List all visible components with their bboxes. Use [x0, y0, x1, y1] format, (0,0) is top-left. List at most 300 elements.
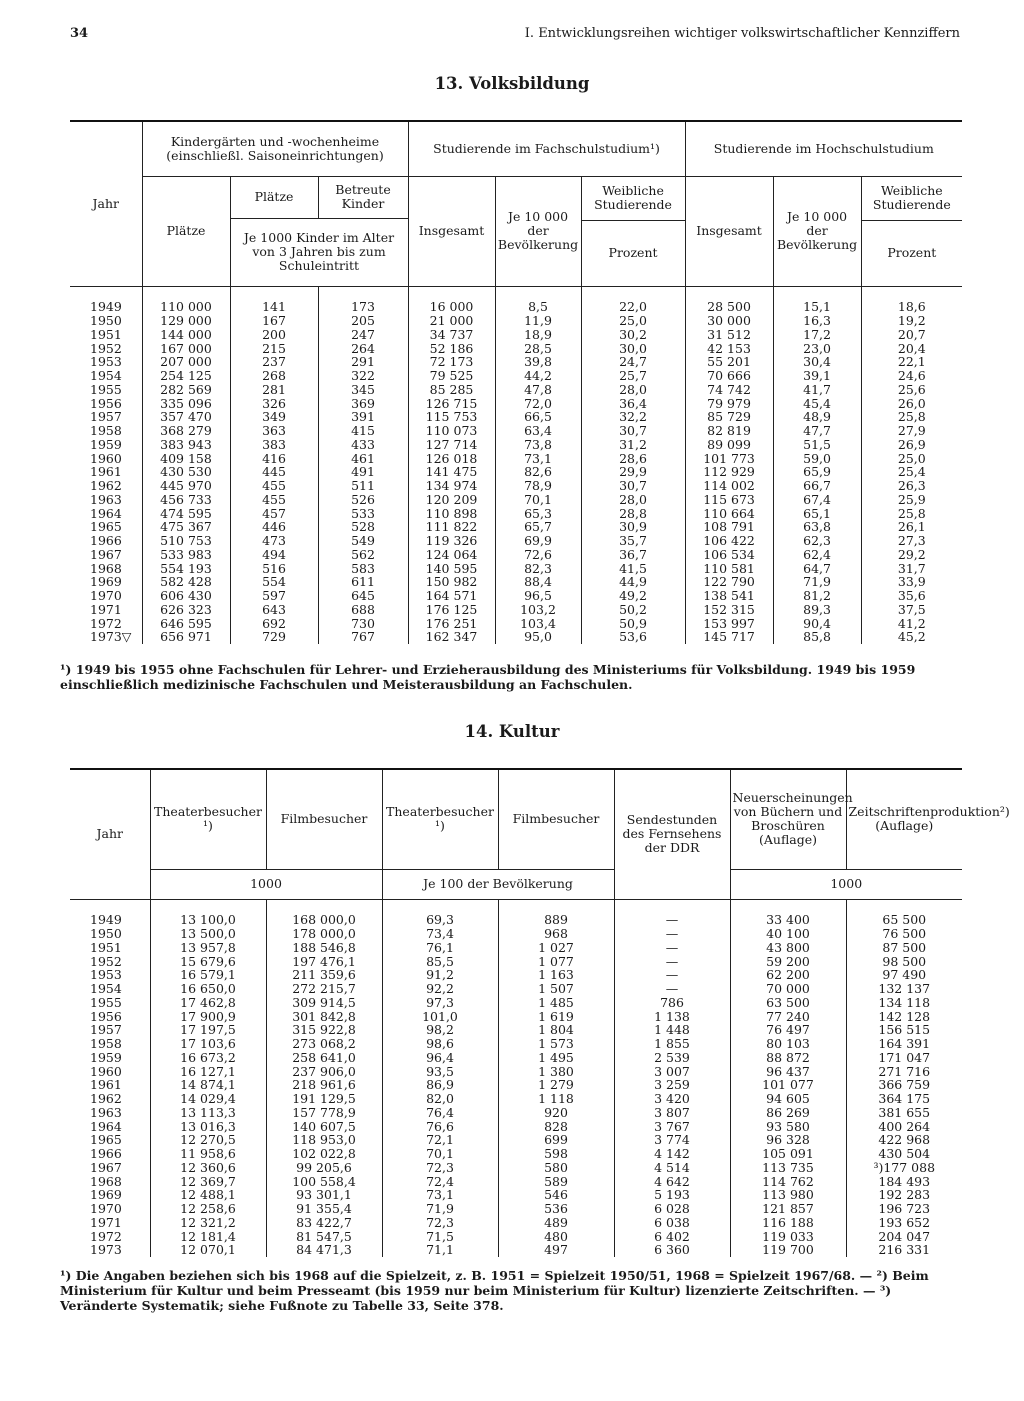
data-cell: 27,3	[861, 534, 962, 548]
table-row	[70, 1106, 962, 1120]
data-cell: 168 000,0	[266, 913, 382, 927]
year-cell: 1972	[90, 1228, 122, 1244]
data-cell: 49,2	[581, 589, 685, 603]
data-cell: 71,1	[382, 1243, 498, 1257]
data-cell: 645	[318, 589, 408, 603]
data-cell: 26,3	[861, 479, 962, 493]
data-cell: 115 673	[685, 493, 773, 507]
data-cell: 25,9	[861, 493, 962, 507]
table-row	[70, 314, 962, 328]
data-cell: 79 979	[685, 397, 773, 411]
data-cell: 97,3	[382, 996, 498, 1010]
year-cell: 1959	[90, 1049, 122, 1065]
data-cell: 30,9	[581, 520, 685, 534]
year-cell: 1956	[90, 1008, 122, 1024]
col-header-zeitschriften: Zeitschriftenproduktion²) (Auflage)	[846, 769, 962, 869]
data-cell: 1 485	[498, 996, 614, 1010]
data-cell: 554 193	[142, 562, 230, 576]
data-cell: 12 360,6	[150, 1161, 266, 1175]
table-row	[70, 300, 962, 314]
data-cell: 422 968	[846, 1133, 962, 1147]
year-cell: 1953	[90, 967, 122, 983]
data-cell: 17 103,6	[150, 1037, 266, 1051]
data-cell: 93,5	[382, 1065, 498, 1079]
data-cell: 211 359,6	[266, 968, 382, 982]
data-cell: 247	[318, 328, 408, 342]
table-row	[70, 1023, 962, 1037]
data-cell: 28,6	[581, 452, 685, 466]
table-13-body	[70, 286, 962, 644]
data-cell: 81,2	[773, 589, 861, 603]
data-cell: 110 664	[685, 507, 773, 521]
data-cell: 24,7	[581, 355, 685, 369]
data-cell: 69,3	[382, 913, 498, 927]
data-cell: 4 514	[614, 1161, 730, 1175]
data-cell: 59,0	[773, 452, 861, 466]
data-cell: 920	[498, 1106, 614, 1120]
year-cell: 1957	[90, 409, 122, 425]
table-row	[70, 520, 962, 534]
data-cell: 455	[230, 479, 318, 493]
col-header-betreute-kinder: Betreute Kinder	[318, 176, 408, 218]
data-cell: 65,9	[773, 465, 861, 479]
data-cell: 30,7	[581, 424, 685, 438]
data-cell: 72 173	[408, 355, 495, 369]
data-cell: 20,4	[861, 342, 962, 356]
data-cell: 2 539	[614, 1051, 730, 1065]
data-cell: 345	[318, 383, 408, 397]
data-cell: 192 283	[846, 1188, 962, 1202]
data-cell: 41,5	[581, 562, 685, 576]
data-cell: 91,2	[382, 968, 498, 982]
data-cell: 6 038	[614, 1216, 730, 1230]
data-cell: 14 029,4	[150, 1092, 266, 1106]
data-cell: 88 872	[730, 1051, 846, 1065]
col-header-fach-prozent: Prozent	[581, 220, 685, 286]
data-cell: 132 137	[846, 982, 962, 996]
year-cell: 1959	[90, 436, 122, 452]
data-cell: 81 547,5	[266, 1230, 382, 1244]
data-cell: 536	[498, 1202, 614, 1216]
data-cell: 76 497	[730, 1023, 846, 1037]
year-cell: 1964	[90, 505, 122, 521]
data-cell: 45,2	[861, 630, 962, 644]
data-cell: 40 100	[730, 927, 846, 941]
data-cell: 101,0	[382, 1010, 498, 1024]
data-cell: 15 679,6	[150, 955, 266, 969]
year-cell: 1950	[90, 313, 122, 328]
data-cell: 33,9	[861, 575, 962, 589]
year-cell: 1957	[90, 1022, 122, 1038]
data-cell: 729	[230, 630, 318, 644]
data-cell: 606 430	[142, 589, 230, 603]
data-cell: 28,0	[581, 493, 685, 507]
col-header-fachschulstudium: Studierende im Fachschulstudium¹)	[408, 121, 685, 176]
data-cell: 100 558,4	[266, 1175, 382, 1189]
data-cell: 65,3	[495, 507, 581, 521]
data-cell: 473	[230, 534, 318, 548]
data-cell: 264	[318, 342, 408, 356]
data-cell: 41,2	[861, 617, 962, 631]
year-cell: 1966	[90, 1146, 122, 1161]
data-cell: —	[614, 927, 730, 941]
data-cell: 150 982	[408, 575, 495, 589]
data-cell: 528	[318, 520, 408, 534]
data-cell: 70,1	[495, 493, 581, 507]
data-cell: 72,1	[382, 1133, 498, 1147]
data-cell: 25,0	[861, 452, 962, 466]
data-cell: 91 355,4	[266, 1202, 382, 1216]
data-cell: 66,7	[773, 479, 861, 493]
data-cell: 119 033	[730, 1230, 846, 1244]
data-cell: 70 666	[685, 369, 773, 383]
data-cell: 73,1	[495, 452, 581, 466]
data-cell: 134 974	[408, 479, 495, 493]
data-cell: 430 530	[142, 465, 230, 479]
data-cell: 35,6	[861, 589, 962, 603]
data-cell: 94 605	[730, 1092, 846, 1106]
year-cell: 1973▽	[90, 629, 132, 645]
table-kultur	[70, 768, 1010, 1258]
data-cell: 85,5	[382, 955, 498, 969]
table-row	[70, 982, 962, 996]
data-cell: 475 367	[142, 520, 230, 534]
data-cell: 79 525	[408, 369, 495, 383]
table-row	[70, 630, 962, 644]
data-cell: 526	[318, 493, 408, 507]
table-14-footnote: ¹) Die Angaben beziehen sich bis 1968 auf die Spielzeit, z. B. 1951 = Spielzeit 1950/51, 1968 = Spielzeit 1967/68. — ²) Beim Ministerium für Kultur und beim Presseamt (bis 1959 nur beim Ministerium für Kultur) lizenzierte Zeitschriften. — ³) Veränderte Systematik; siehe Fußnote zu Tabelle 33, Seite 378.	[60, 1268, 929, 1313]
data-cell: 828	[498, 1120, 614, 1134]
table-row	[70, 1133, 962, 1147]
data-cell: 14 874,1	[150, 1078, 266, 1092]
data-cell: 20,7	[861, 328, 962, 342]
data-cell: 3 774	[614, 1133, 730, 1147]
data-cell: 1 163	[498, 968, 614, 982]
data-cell: 13 957,8	[150, 941, 266, 955]
data-cell: 13 500,0	[150, 927, 266, 941]
year-cell: 1968	[90, 560, 122, 576]
table-row	[70, 1051, 962, 1065]
data-cell: 76 500	[846, 927, 962, 941]
data-cell: 1 279	[498, 1078, 614, 1092]
data-cell: 271 716	[846, 1065, 962, 1079]
data-cell: 433	[318, 438, 408, 452]
data-cell: 369	[318, 397, 408, 411]
data-cell: 126 715	[408, 397, 495, 411]
data-cell: 35,7	[581, 534, 685, 548]
data-cell: 349	[230, 410, 318, 424]
year-cell: 1962	[90, 1091, 122, 1106]
data-cell: 364 175	[846, 1092, 962, 1106]
data-cell: 383	[230, 438, 318, 452]
data-cell: 111 822	[408, 520, 495, 534]
table-row	[70, 1202, 962, 1216]
col-header-hoch-je10000: Je 10 000 der Bevölkerung	[773, 176, 861, 286]
data-cell: 1 573	[498, 1037, 614, 1051]
data-cell: 656 971	[142, 630, 230, 644]
data-cell: 1 855	[614, 1037, 730, 1051]
data-cell: 1 138	[614, 1010, 730, 1024]
data-cell: 72,6	[495, 548, 581, 562]
data-cell: 237 906,0	[266, 1065, 382, 1079]
year-cell: 1966	[90, 533, 122, 548]
table-row	[70, 383, 962, 397]
data-cell: 383 943	[142, 438, 230, 452]
data-cell: 400 264	[846, 1120, 962, 1134]
data-cell: 162 347	[408, 630, 495, 644]
table-row	[70, 968, 962, 982]
table-row	[70, 328, 962, 342]
col-header-kindergaerten: Kindergärten und -wochenheime (einschließl. Saisoneinrichtungen)	[142, 121, 408, 176]
table-row	[70, 996, 962, 1010]
data-cell: 5 193	[614, 1188, 730, 1202]
year-cell: 1973	[90, 1242, 122, 1258]
data-cell: 65,7	[495, 520, 581, 534]
year-cell: 1955	[90, 994, 122, 1010]
year-cell: 1950	[90, 926, 122, 941]
data-cell: 42 153	[685, 342, 773, 356]
data-cell: 157 778,9	[266, 1106, 382, 1120]
data-cell: 4 142	[614, 1147, 730, 1161]
table-row	[70, 507, 962, 521]
data-cell: 89 099	[685, 438, 773, 452]
year-cell: 1970	[90, 1201, 122, 1216]
data-cell: 156 515	[846, 1023, 962, 1037]
data-cell: 119 326	[408, 534, 495, 548]
data-cell: 1 619	[498, 1010, 614, 1024]
table-13-footnote: ¹) 1949 bis 1955 ohne Fachschulen für Lehrer- und Erzieherausbildung des Ministeriums für Volksbildung. 1949 bis 1959 einschließlich medizinische Fachschulen und Meisterausbildung an Fachschulen.	[60, 662, 916, 692]
table-row	[70, 479, 962, 493]
unit-1000-b: 1000	[730, 869, 962, 899]
table-row	[70, 1216, 962, 1230]
data-cell: 3 007	[614, 1065, 730, 1079]
data-cell: 171 047	[846, 1051, 962, 1065]
data-cell: 83 422,7	[266, 1216, 382, 1230]
data-cell: 85,8	[773, 630, 861, 644]
data-cell: 164 571	[408, 589, 495, 603]
data-cell: 90,4	[773, 617, 861, 631]
col-header-hoch-prozent: Prozent	[861, 220, 962, 286]
data-cell: 589	[498, 1175, 614, 1189]
data-cell: 25,6	[861, 383, 962, 397]
data-cell: 80 103	[730, 1037, 846, 1051]
table-row	[70, 548, 962, 562]
data-cell: 47,7	[773, 424, 861, 438]
data-cell: 72,4	[382, 1175, 498, 1189]
data-cell: 53,6	[581, 630, 685, 644]
year-cell: 1971	[90, 1214, 122, 1230]
data-cell: 33 400	[730, 913, 846, 927]
data-cell: 889	[498, 913, 614, 927]
data-cell: 77 240	[730, 1010, 846, 1024]
table-14-body	[70, 899, 962, 1257]
data-cell: 188 546,8	[266, 941, 382, 955]
data-cell: 45,4	[773, 397, 861, 411]
data-cell: 18,9	[495, 328, 581, 342]
table-14-title: 14. Kultur	[464, 722, 560, 741]
data-cell: 152 315	[685, 603, 773, 617]
data-cell: 17 900,9	[150, 1010, 266, 1024]
data-cell: 430 504	[846, 1147, 962, 1161]
data-cell: 138 541	[685, 589, 773, 603]
data-cell: 582 428	[142, 575, 230, 589]
data-cell: 17 462,8	[150, 996, 266, 1010]
year-cell: 1956	[90, 395, 122, 411]
year-cell: 1967	[90, 546, 122, 562]
table-row	[70, 913, 962, 927]
data-cell: 76,4	[382, 1106, 498, 1120]
year-cell: 1958	[90, 423, 122, 438]
col-header-fach-je10000: Je 10 000 der Bevölkerung	[495, 176, 581, 286]
col-header-hochschulstudium: Studierende im Hochschulstudium	[685, 121, 962, 176]
data-cell: 26,1	[861, 520, 962, 534]
year-cell: 1952	[90, 340, 122, 356]
data-cell: 122 790	[685, 575, 773, 589]
year-cell: 1960	[90, 1063, 122, 1079]
data-cell: 12 070,1	[150, 1243, 266, 1257]
data-cell: 273 068,2	[266, 1037, 382, 1051]
data-cell: 30 000	[685, 314, 773, 328]
data-cell: —	[614, 968, 730, 982]
data-cell: 16,3	[773, 314, 861, 328]
data-cell: 549	[318, 534, 408, 548]
data-cell: 237	[230, 355, 318, 369]
data-cell: 254 125	[142, 369, 230, 383]
data-cell: 13 100,0	[150, 913, 266, 927]
data-cell: 82,0	[382, 1092, 498, 1106]
data-cell: 597	[230, 589, 318, 603]
col-header-theater-je100: Theaterbesucher ¹)	[382, 769, 498, 869]
table-row	[70, 575, 962, 589]
data-cell: 699	[498, 1133, 614, 1147]
data-cell: 76,1	[382, 941, 498, 955]
data-cell: 494	[230, 548, 318, 562]
data-cell: 357 470	[142, 410, 230, 424]
data-cell: 207 000	[142, 355, 230, 369]
data-cell: 73,8	[495, 438, 581, 452]
data-cell: 31,2	[581, 438, 685, 452]
table-row	[70, 1078, 962, 1092]
data-cell: 12 321,2	[150, 1216, 266, 1230]
table-row	[70, 1188, 962, 1202]
data-cell: 70 000	[730, 982, 846, 996]
data-cell: 37,5	[861, 603, 962, 617]
year-cell: 1971	[90, 601, 122, 617]
data-cell: 1 804	[498, 1023, 614, 1037]
data-cell: 118 953,0	[266, 1133, 382, 1147]
data-cell: 93 580	[730, 1120, 846, 1134]
data-cell: 184 493	[846, 1175, 962, 1189]
data-cell: 554	[230, 575, 318, 589]
data-cell: ³)177 088	[846, 1161, 962, 1175]
data-cell: 30,4	[773, 355, 861, 369]
data-cell: 114 002	[685, 479, 773, 493]
data-cell: 281	[230, 383, 318, 397]
data-cell: 511	[318, 479, 408, 493]
data-cell: 44,2	[495, 369, 581, 383]
data-cell: 562	[318, 548, 408, 562]
data-cell: 62,4	[773, 548, 861, 562]
data-cell: 1 507	[498, 982, 614, 996]
data-cell: 204 047	[846, 1230, 962, 1244]
data-cell: 47,8	[495, 383, 581, 397]
table-13-title: 13. Volksbildung	[434, 74, 590, 93]
data-cell: 409 158	[142, 452, 230, 466]
data-cell: 200	[230, 328, 318, 342]
data-cell: 272 215,7	[266, 982, 382, 996]
data-cell: 76,6	[382, 1120, 498, 1134]
data-cell: 167	[230, 314, 318, 328]
data-cell: 28 500	[685, 300, 773, 314]
data-cell: 767	[318, 630, 408, 644]
data-cell: 30,0	[581, 342, 685, 356]
year-cell: 1951	[90, 326, 122, 342]
data-cell: 456 733	[142, 493, 230, 507]
data-cell: 3 420	[614, 1092, 730, 1106]
year-cell: 1968	[90, 1173, 122, 1189]
col-header-fach-weibliche: Weibliche Studierende	[581, 176, 685, 220]
data-cell: 258 641,0	[266, 1051, 382, 1065]
table-row	[70, 927, 962, 941]
data-cell: 63 500	[730, 996, 846, 1010]
table-row	[70, 355, 962, 369]
data-cell: 101 077	[730, 1078, 846, 1092]
data-cell: 26,9	[861, 438, 962, 452]
data-cell: 88,4	[495, 575, 581, 589]
data-cell: 99 205,6	[266, 1161, 382, 1175]
data-cell: 445 970	[142, 479, 230, 493]
data-cell: 72,3	[382, 1161, 498, 1175]
data-cell: 309 914,5	[266, 996, 382, 1010]
unit-je-100: Je 100 der Bevölkerung	[382, 869, 614, 899]
year-cell: 1965	[90, 1132, 122, 1148]
data-cell: 1 448	[614, 1023, 730, 1037]
data-cell: 391	[318, 410, 408, 424]
data-cell: 24,6	[861, 369, 962, 383]
col-header-sendestunden: Sendestunden des Fernsehens der DDR	[614, 769, 730, 899]
table-row	[70, 410, 962, 424]
data-cell: 22,0	[581, 300, 685, 314]
col-header-plaetze: Plätze	[142, 176, 230, 286]
data-cell: 193 652	[846, 1216, 962, 1230]
data-cell: 121 857	[730, 1202, 846, 1216]
data-cell: 134 118	[846, 996, 962, 1010]
data-cell: 84 471,3	[266, 1243, 382, 1257]
data-cell: 85 729	[685, 410, 773, 424]
data-cell: 215	[230, 342, 318, 356]
year-cell: 1958	[90, 1036, 122, 1051]
data-cell: 968	[498, 927, 614, 941]
table-row	[70, 534, 962, 548]
data-cell: 322	[318, 369, 408, 383]
unit-1000-a: 1000	[150, 869, 382, 899]
data-cell: 196 723	[846, 1202, 962, 1216]
data-cell: 153 997	[685, 617, 773, 631]
data-cell: 86 269	[730, 1106, 846, 1120]
data-cell: 30,7	[581, 479, 685, 493]
year-cell: 1953	[90, 354, 122, 370]
data-cell: 31 512	[685, 328, 773, 342]
data-cell: 103,2	[495, 603, 581, 617]
data-cell: 218 961,6	[266, 1078, 382, 1092]
data-cell: 108 791	[685, 520, 773, 534]
table-row	[70, 438, 962, 452]
data-cell: 8,5	[495, 300, 581, 314]
data-cell: 106 534	[685, 548, 773, 562]
data-cell: 140 595	[408, 562, 495, 576]
data-cell: 126 018	[408, 452, 495, 466]
data-cell: 93 301,1	[266, 1188, 382, 1202]
